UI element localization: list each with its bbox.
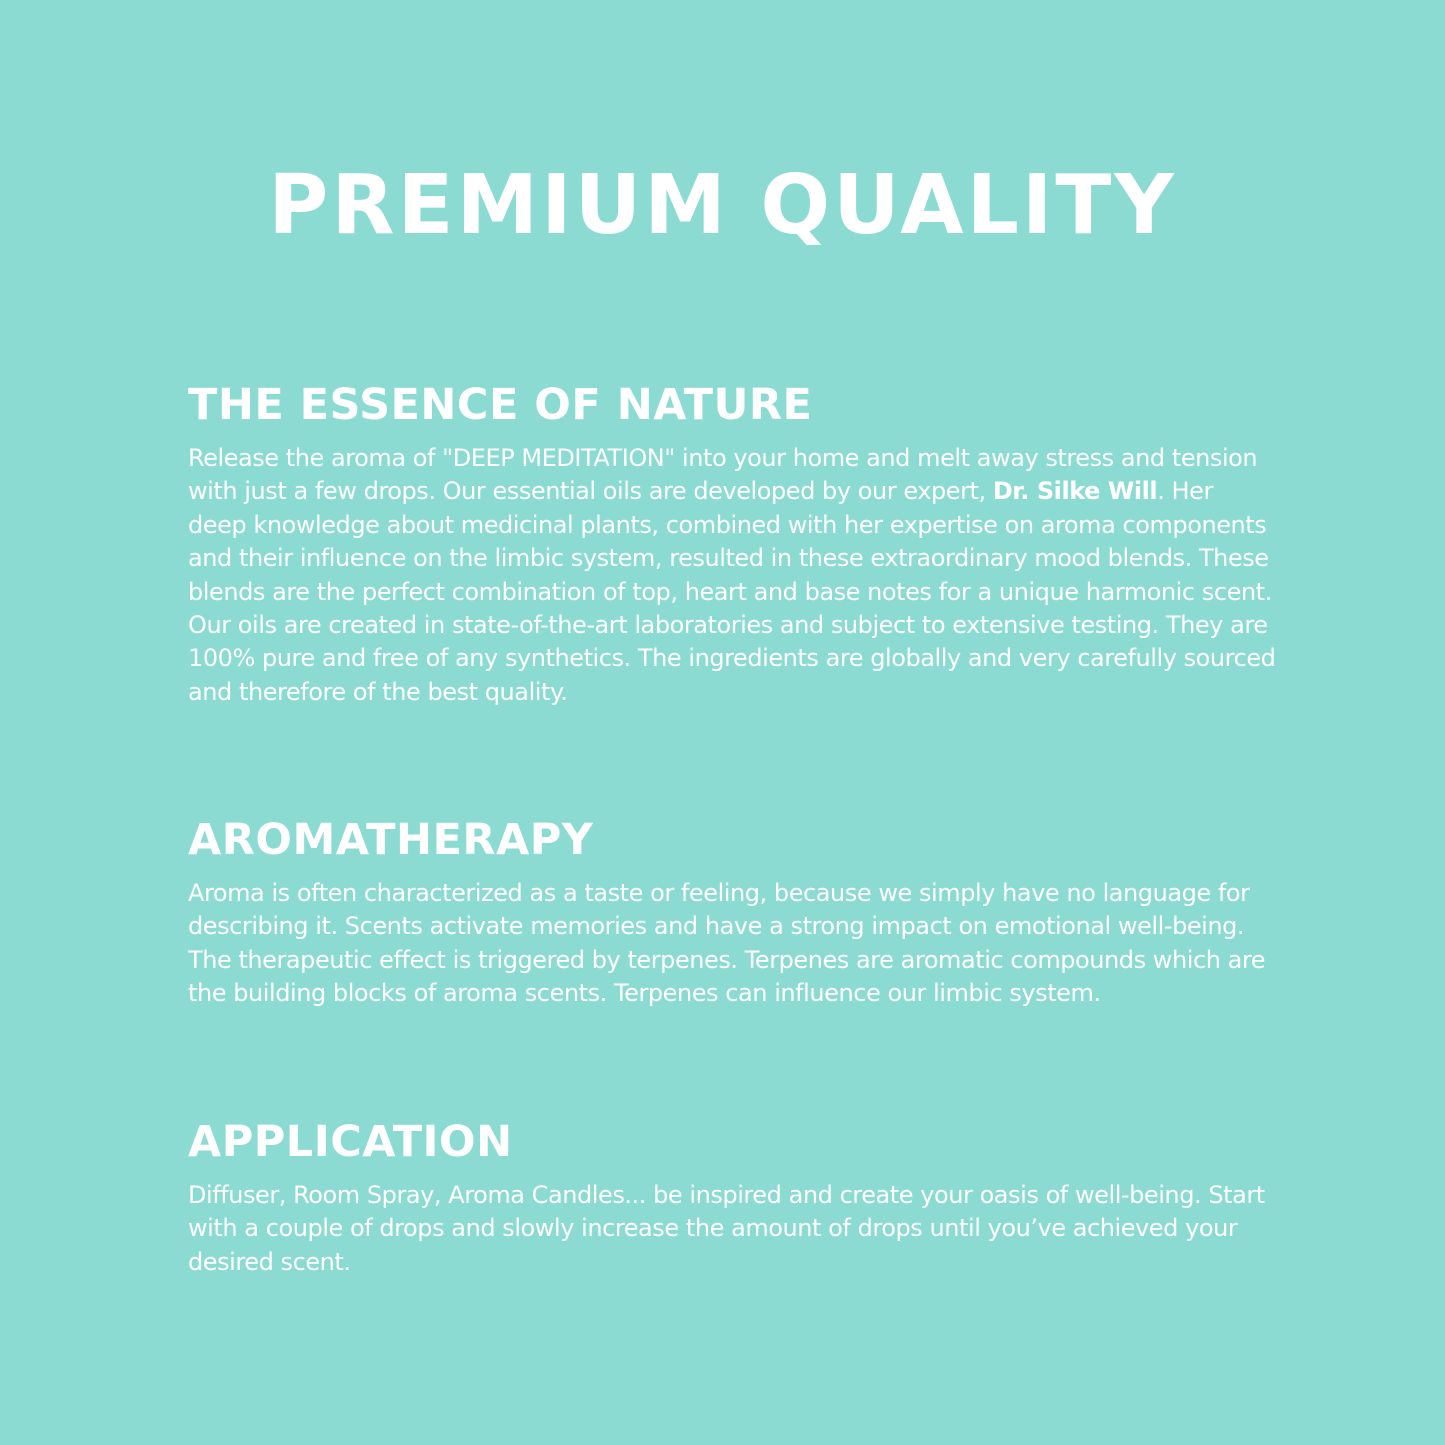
- section-application: [188, 1117, 1278, 1279]
- section-body: Aroma is often characterized as a taste or feeling, because we simply have no language for describing it. Scents activate memories and have a strong impact on emotional well-being. The therapeutic effect is triggered by terpenes. Terpenes are aromatic compounds which are the building blocks of aroma scents. Terpenes can influence our limbic system.: [188, 879, 1266, 1008]
- section-heading: AROMATHERAPY: [188, 815, 594, 865]
- section-body: Diffuser, Room Spray, Aroma Candles... be inspired and create your oasis of well-being. Start with a couple of drops and slowly increase the amount of drops until you’ve achieved your desired scent.: [188, 1181, 1265, 1276]
- section-body: [188, 442, 1278, 709]
- expert-name: Dr. Silke Will: [992, 477, 1158, 506]
- body-text-continued: . Her deep knowledge about medicinal plants, combined with her expertise on aroma components and their influence on the limbic system, resulted in these extraordinary mood blends. These blends are the perfect combination of top, heart and base notes for a unique harmonic scent. Our oils are created in state-of-the-art laboratories and subject to extensive testing. They are 100% pure and free of any synthetics. The ingredients are globally and very carefully sourced and therefore of the best quality.: [188, 477, 1276, 706]
- page-title: PREMIUM QUALITY: [268, 158, 1177, 253]
- section-heading: THE ESSENCE OF NATURE: [188, 380, 813, 430]
- body-text: Release the aroma of "DEEP MEDITATION" into your home and melt away stress and tension with just a few drops. Our essential oils are developed by our expert,: [188, 444, 1258, 506]
- section-aromatherapy: [188, 815, 1278, 1011]
- section-essence-of-nature: [188, 380, 1278, 709]
- section-heading: APPLICATION: [188, 1117, 513, 1167]
